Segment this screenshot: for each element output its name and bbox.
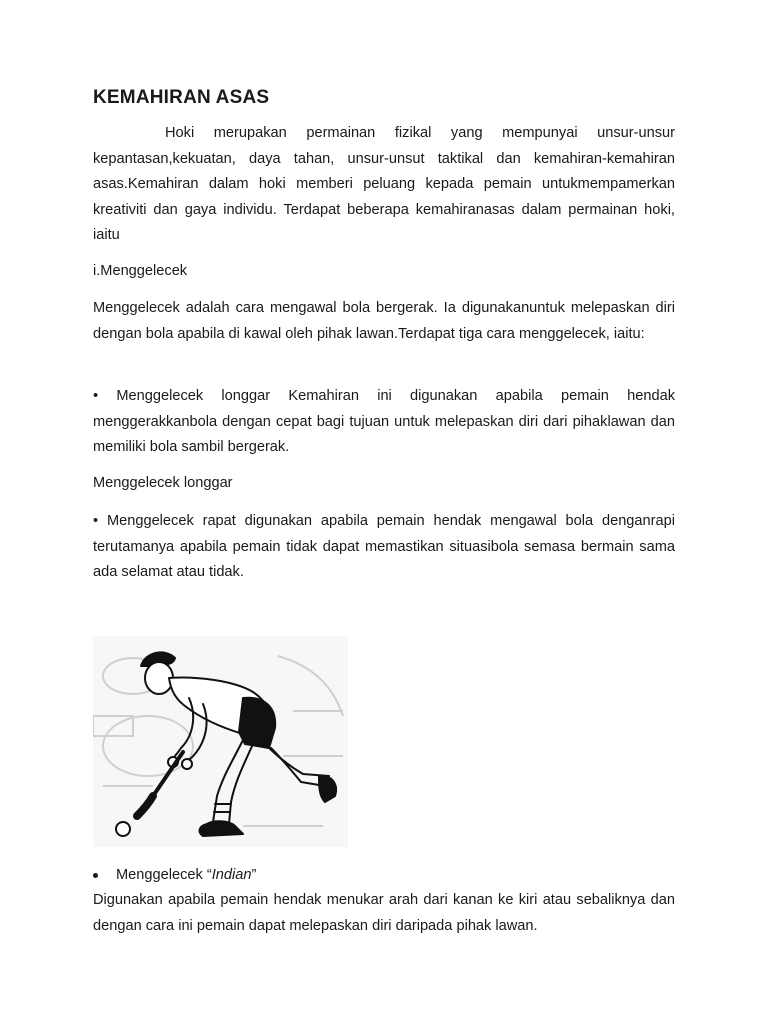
bullet-indian-prefix: Menggelecek “: [116, 867, 212, 883]
hockey-player-drawing: [93, 636, 348, 847]
bullet-text-indian: [116, 864, 256, 886]
intro-paragraph: Hoki merupakan permainan fizikal yang mempunyai unsur-unsur kepantasan,kekuatan, daya tahan, unsur-unsut taktikal dan kemahiran-kemahiran asas.Kemahiran dalam hoki memberi peluang kepada pemain untukmempamerkan kreativiti dan gaya individu. Terdapat beberapa kemahiranasas dalam permainan hoki, iaitu: [93, 125, 675, 243]
section-paragraph: Menggelecek adalah cara mengawal bola bergerak. Ia digunakanuntuk melepaskan diri dengan bola apabila di kawal oleh pihak lawan.Terdapat tiga cara menggelecek, iaitu:: [93, 300, 675, 342]
bullet-indian-italic: Indian: [211, 867, 252, 883]
final-paragraph: Digunakan apabila pemain hendak menukar arah dari kanan ke kiri atau sebaliknya dan dengan cara ini pemain dapat melepaskan diri daripada pihak lawan.: [93, 892, 675, 934]
hockey-player-illustration: [93, 636, 348, 847]
page-title: KEMAHIRAN ASAS: [93, 87, 270, 108]
bullet-paragraph-rapat: • Menggelecek rapat digunakan apabila pemain hendak mengawal bola denganrapi terutamanya apabila pemain tidak dapat memastikan situasibola semasa bermain sama ada selamat atau tidak.: [93, 513, 675, 580]
bullet-indian-suffix: ”: [251, 867, 257, 883]
subheading-longgar: Menggelecek longgar: [93, 475, 233, 491]
section-heading: i.Menggelecek: [93, 263, 188, 279]
bullet-dot: [93, 873, 98, 878]
bullet-paragraph-longgar: • Menggelecek longgar Kemahiran ini digunakan apabila pemain hendak menggerakkanbola dengan cepat bagi tujuan untuk melepaskan diri dari pihaklawan dan memiliki bola sambil bergerak.: [93, 388, 675, 455]
